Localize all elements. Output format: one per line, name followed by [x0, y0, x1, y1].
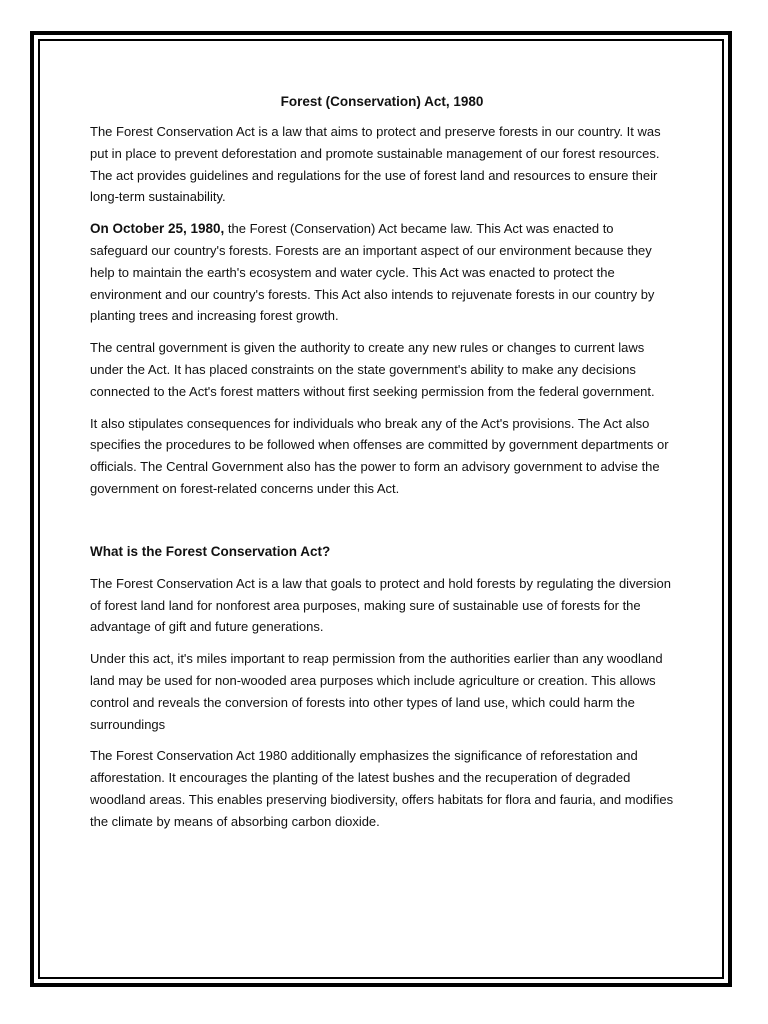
- document-body: [90, 92, 674, 843]
- body-paragraph-authority: The central government is given the authority to create any new rules or changes to current laws under the Act. It has placed constraints on the state government's ability to make any decisions connected to the Act's forest matters without first seeking permission from the federal government.: [90, 340, 655, 399]
- intro-paragraph: The Forest Conservation Act is a law that aims to protect and preserve forests in our country. It was put in place to prevent deforestation and promote sustainable management of our forest resources. The act provides guidelines and regulations for the use of forest land and resources to ensure their long-term sustainability.: [90, 124, 661, 205]
- dated-paragraph: [90, 218, 674, 327]
- document-title: Forest (Conservation) Act, 1980: [280, 94, 484, 109]
- dated-paragraph-lead: On October 25, 1980,: [90, 221, 225, 237]
- section-paragraph-reforestation: The Forest Conservation Act 1980 additionally emphasizes the significance of reforestation and afforestation. It encourages the planting of the latest bushes and the recuperation of degraded woodland areas. This enables preserving biodiversity, offers habitats for flora and fauria, and modifies the climate by means of absorbing carbon dioxide.: [90, 748, 674, 829]
- section-heading: What is the Forest Conservation Act?: [90, 543, 331, 559]
- body-paragraph-consequences: It also stipulates consequences for individuals who break any of the Act's provisions. The Act also specifies the procedures to be followed when offenses are committed by government departments or officials. The Central Government also has the power to form an advisory government to advise the government on forest-related concerns under this Act.: [90, 415, 669, 496]
- section-paragraph-permission: Under this act, it's miles important to reap permission from the authorities earlier than any woodland land may be used for non-wooded area purposes which include agriculture or creation. This allows control and reveals the conversion of forests into other types of land use, which could harm the surroundings: [90, 651, 663, 732]
- section-paragraph-definition: The Forest Conservation Act is a law that goals to protect and hold forests by regulating the diversion of forest land land for nonforest area purposes, making sure of sustainable use of forests for the advantage of gift and future generations.: [90, 575, 671, 635]
- dated-paragraph-text: the Forest (Conservation) Act became law. This Act was enacted to safeguard our country's forests. Forests are an important aspect of our environment because they help to maintain the earth's ecosystem and water cycle. This Act was enacted to protect the environment and our country's forests. This Act also intends to rejuvenate forests in our country by planting trees and increasing forest growth.: [90, 221, 655, 324]
